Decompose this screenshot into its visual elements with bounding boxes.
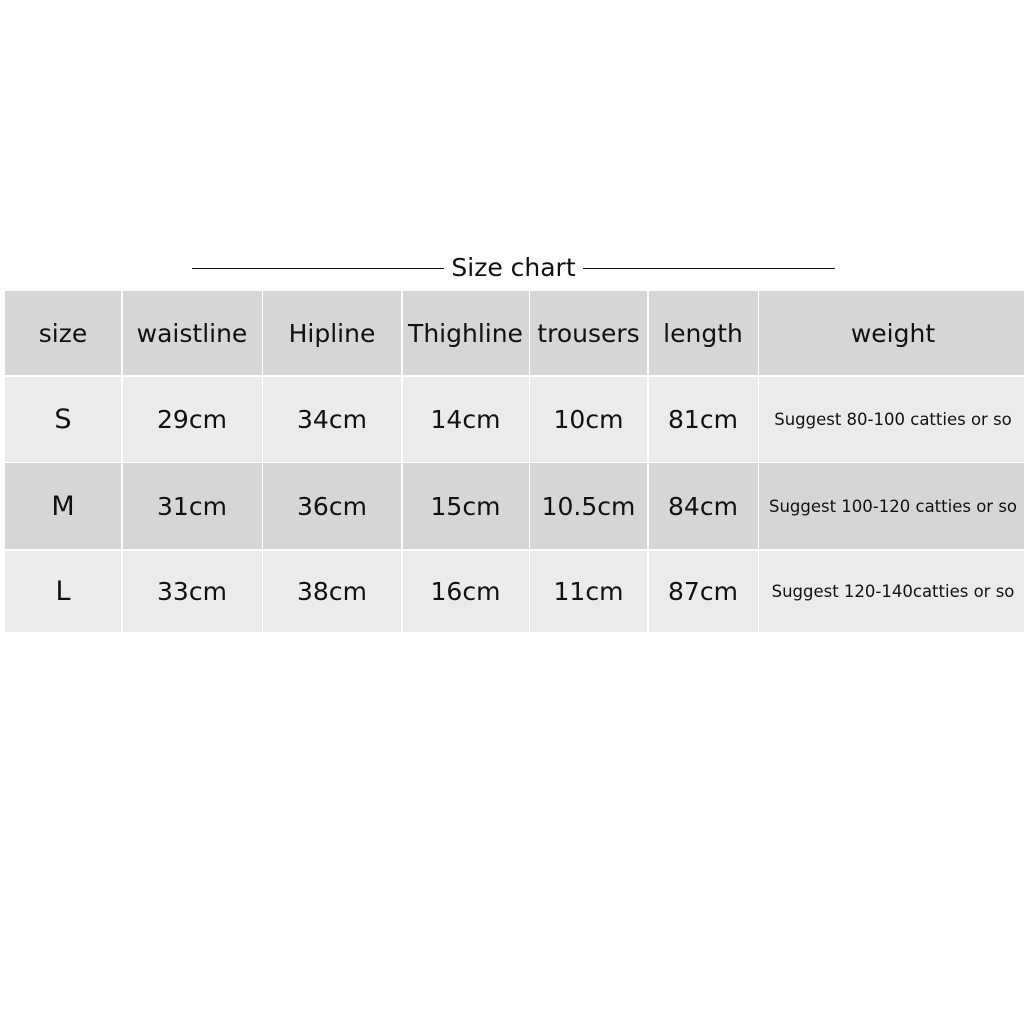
row-s-thighline: 14cm <box>403 377 529 462</box>
header-waistline: waistline <box>123 291 262 375</box>
row-s-hipline: 34cm <box>263 377 401 462</box>
row-l-weight: Suggest 120-140catties or so <box>759 551 1024 632</box>
header-trousers: trousers <box>530 291 647 375</box>
row-l-thighline: 16cm <box>403 551 529 632</box>
row-m-waistline: 31cm <box>123 463 262 549</box>
row-l-hipline: 38cm <box>263 551 401 632</box>
row-s-size: S <box>5 377 121 462</box>
row-l-waistline: 33cm <box>123 551 262 632</box>
row-s-trousers: 10cm <box>530 377 647 462</box>
title-rule-right <box>583 268 835 269</box>
row-m-weight: Suggest 100-120 catties or so <box>759 463 1024 549</box>
header-weight: weight <box>759 291 1024 375</box>
size-chart-title-row <box>192 252 835 284</box>
header-size: size <box>5 291 121 375</box>
row-m-hipline: 36cm <box>263 463 401 549</box>
header-hipline: Hipline <box>263 291 401 375</box>
header-thighline: Thighline <box>403 291 529 375</box>
size-chart-table <box>5 291 1018 627</box>
header-length: length <box>649 291 758 375</box>
row-m-thighline: 15cm <box>403 463 529 549</box>
row-s-waistline: 29cm <box>123 377 262 462</box>
title-rule-left <box>192 268 444 269</box>
row-m-size: M <box>5 463 121 549</box>
row-l-length: 87cm <box>649 551 758 632</box>
row-m-trousers: 10.5cm <box>530 463 647 549</box>
row-l-trousers: 11cm <box>530 551 647 632</box>
row-s-weight: Suggest 80-100 catties or so <box>759 377 1024 462</box>
row-m-length: 84cm <box>649 463 758 549</box>
row-s-length: 81cm <box>649 377 758 462</box>
row-l-size: L <box>5 551 121 632</box>
size-chart-title: Size chart <box>451 253 576 282</box>
